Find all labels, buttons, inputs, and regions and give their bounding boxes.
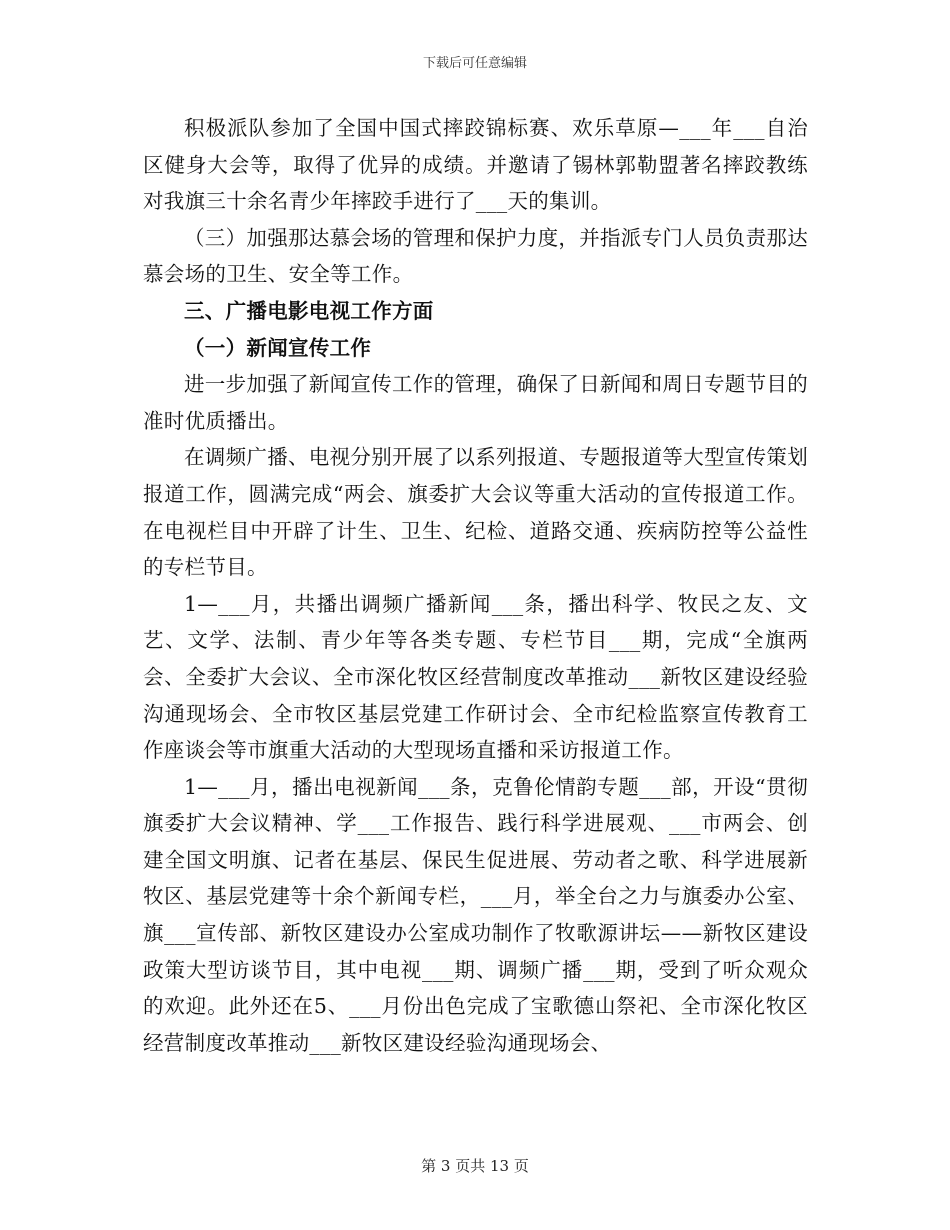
paragraph-6: 1—___月，播出电视新闻___条，克鲁伦情韵专题___部，开设“贯彻旗委扩大会议精神、学___工作报告、践行科学进展观、___市两会、创建全国文明旗、记者在基层、保民生促进展、劳动者之歌、科学进展新牧区、基层党建等十余个新闻专栏，___月，举全台之力与旗委办公室、旗___宣传部、新牧区建设办公室成功制作了牧歌源讲坛——新牧区建设政策大型访谈节目，其中电视___期、调频广播___期，受到了听众观众的欢迎。此外还在5、___月份出色完成了宝歌德山祭祀、全市深化牧区经营制度改革推动___新牧区建设经验沟通现场会、 xyxy=(143,774,808,1055)
paragraph-5: 1—___月，共播出调频广播新闻___条，播出科学、牧民之友、文艺、文学、法制、青少年等各类专题、专栏节目___期，完成“全旗两会、全委扩大会议、全市深化牧区经营制度改革推动___新牧区建设经验沟通现场会、全市牧区基层党建工作研讨会、全市纪检监察宣传教育工作座谈会等市旗重大活动的大型现场直播和采访报道工作。 xyxy=(143,591,808,763)
paragraph-3: 进一步加强了新闻宣传工作的管理，确保了日新闻和周日专题节目的准时优质播出。 xyxy=(143,372,808,433)
paragraph-2: （三）加强那达慕会场的管理和保护力度，并指派专门人员负责那达慕会场的卫生、安全等工作。 xyxy=(143,225,808,287)
subsection-heading: （一）新闻宣传工作 xyxy=(184,335,372,360)
page-header: 下载后可任意编辑 xyxy=(422,56,527,71)
section-heading: 三、广播电影电视工作方面 xyxy=(184,298,434,323)
paragraph-4: 在调频广播、电视分别开展了以系列报道、专题报道等大型宣传策划报道工作，圆满完成“两会、旗委扩大会议等重大活动的宣传报道工作。在电视栏目中开辟了计生、卫生、纪检、道路交通、疾病防控等公益性的专栏节目。 xyxy=(143,445,808,580)
document-body xyxy=(143,110,808,1061)
paragraph-1: 积极派队参加了全国中国式摔跤锦标赛、欢乐草原—___年___自治区健身大会等，取得了优异的成绩。并邀请了锡林郭勒盟著名摔跤教练对我旗三十余名青少年摔跤手进行了___天的集训。 xyxy=(143,116,808,214)
page-footer: 第 3 页共 13 页 xyxy=(421,1157,529,1175)
